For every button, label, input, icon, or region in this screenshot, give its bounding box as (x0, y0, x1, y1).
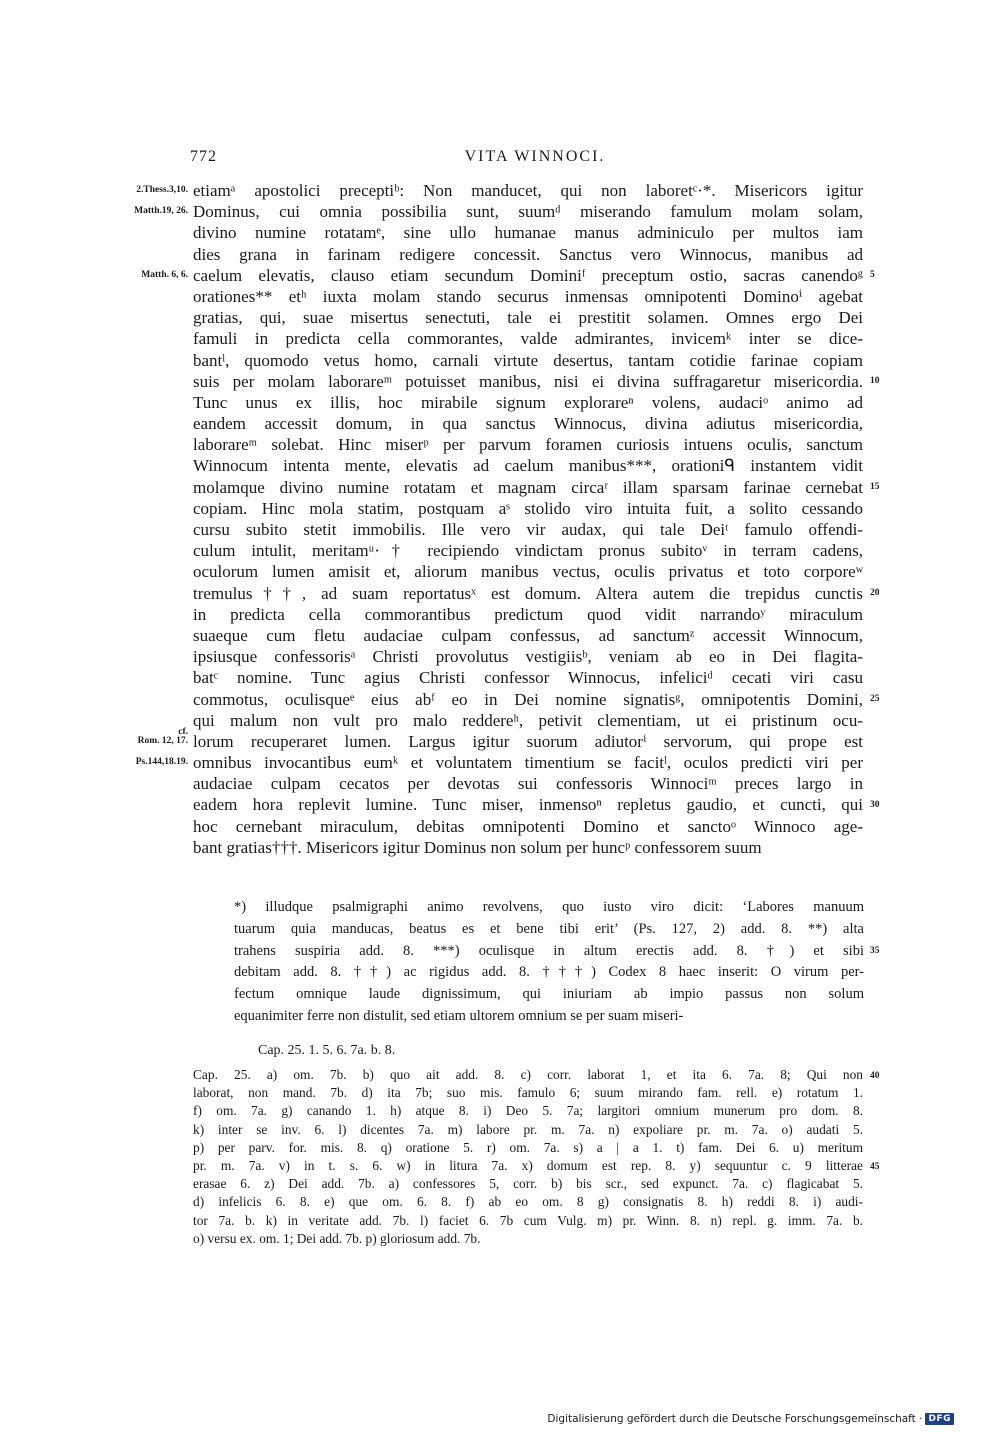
footnote-line: *) illudque psalmigraphi animo revolvens, quo iusto viro dicit: ‘Labores manuum (234, 899, 864, 915)
text-line: Winnocum intenta mente, elevatis ad caelum manibus***, orationiᑫ instantem vidit (193, 456, 863, 476)
text-line: qui malum non vult pro malo reddereʰ, petivit clementiam, ut ei pristinum ocu- (193, 710, 863, 730)
line-number: 15 (870, 481, 880, 492)
dfg-logo: DFG (925, 1413, 954, 1425)
margin-reference: Matth.19, 26. (134, 206, 188, 217)
text-line: ipsiusque confessorisᵃ Christi provolutus vestigiisᵇ, veniam ab eo in Dei flagita- (193, 647, 863, 667)
text-line: tremulus††, ad suam reportatusˣ est domum. Altera autem die trepidus cunctis (193, 583, 863, 603)
line-number: 10 (870, 375, 880, 386)
apparatus-line: f) om. 7a. g) canando 1. h) atque 8. i) Deo 5. 7a; largitori omnium munerum pro dom. 8. (193, 1103, 863, 1119)
text-line: laborareᵐ solebat. Hinc miserᵖ per parvum foramen curiosis intuens oculis, sanctum (193, 435, 863, 455)
apparatus-line: o) versu ex. om. 1; Dei add. 7b. p) gloriosum add. 7b. (193, 1230, 481, 1246)
text-line: copiam. Hinc mola statim, postquam aˢ stolido viro intuita fuit, a solito cessando (193, 498, 863, 518)
margin-reference: 2.Thess.3,10. (136, 185, 188, 195)
text-line: omnibus invocantibus eumᵏ et voluntatem timentium se facitˡ, oculos predicti viri per (193, 753, 863, 773)
apparatus-line: pr. m. 7a. v) in t. s. 6. w) in litura 7a. x) domum est rep. 8. y) sequuntur c. 9 litterae (193, 1157, 863, 1173)
apparatus-line: laborat, non mand. 7b. d) ita 7b; suo mis. famulo 6; suum mirando fam. rell. e) rotatum 1. (193, 1085, 863, 1101)
text-line: commotus, oculisqueᵉ eius abᶠ eo in Dei nomine signatisᵍ, omnipotentis Domini, (193, 689, 863, 709)
apparatus-line: tor 7a. b. k) in veritate add. 7b. l) faciet 6. 7b cum Vulg. m) pr. Winn. 8. n) repl. g. imm. 7a. b. (193, 1212, 863, 1228)
text-line: in predicta cella commorantibus predictum quod vidit narrandoʸ miraculum (193, 604, 863, 624)
text-line: famuli in predicta cella commorantes, valde admirantes, invicemᵏ inter se dice- (193, 329, 863, 349)
text-line: bant gratias†††. Misericors igitur Dominus non solum per huncᵖ confessorem suum (193, 837, 762, 857)
line-number: 45 (870, 1162, 880, 1172)
text-line: divino numine rotatamᵉ, sine ullo humanae manus adminiculo per multos iam (193, 223, 863, 243)
manuscript-sigla: Cap. 25. 1. 5. 6. 7a. b. 8. (258, 1043, 396, 1058)
text-line: batᶜ nomine. Tunc agius Christi confessor Winnocus, infeliciᵈ cecati viri casu (193, 668, 863, 688)
text-line: eandem accessit domum, in qua sanctus Winnocus, divina adiutus misericordia, (193, 414, 863, 434)
footnotes (234, 897, 864, 1028)
line-number: 30 (870, 799, 880, 810)
digitization-credit (547, 1413, 954, 1425)
text-line: molamque divino numine rotatam et magnam circaʳ illam sparsam farinae cernebat (193, 477, 863, 497)
line-number: 20 (870, 587, 880, 598)
text-line: Dominus, cui omnia possibilia sunt, suumᵈ miserando famulum molam solam, (193, 202, 863, 222)
margin-reference: Matth. 6, 6. (141, 269, 188, 280)
apparatus-line: p) per parv. for. mis. 8. q) oratione 5. r) om. 7a. s) a | a 1. t) fam. Dei 6. u) meritum (193, 1139, 863, 1155)
page-number: 772 (190, 148, 217, 165)
margin-reference: Ps.144,18.19. (135, 757, 188, 768)
text-line: eadem hora replevit lumine. Tunc miser, inmensoⁿ repletus gaudio, et cuncti, qui (193, 795, 863, 815)
footnote-line: fectum omnique laude dignissimum, qui iniuriam ab impio passus non solum (234, 986, 864, 1003)
footnote-line: debitam add. 8. ††) ac rigidus add. 8. †††) Codex 8 haec inserit: O virum per- (234, 964, 864, 981)
text-line: dies grana in farinam redigere concessit. Sanctus vero Winnocus, manibus ad (193, 244, 863, 264)
margin-reference: cf. (178, 726, 188, 737)
text-line: orationes** etʰ iuxta molam stando securus inmensas omnipotenti Dominoⁱ agebat (193, 286, 863, 306)
text-line: cursu subito stetit immobilis. Ille vero vir audax, qui tale Deiᵗ famulo offendi- (193, 520, 863, 539)
footnote-line: tuarum quia manducas, beatus es et bene tibi erit’ (Ps. 127, 2) add. 8. **) alta (234, 920, 864, 937)
apparatus-line: k) inter se inv. 6. l) dicentes 7a. m) labore pr. m. 7a. n) expoliare pr. m. 7a. o) audati 5. (193, 1121, 863, 1137)
text-line: suis per molam laborareᵐ potuisset manibus, nisi ei divina suffragaretur misericordia. (193, 371, 863, 391)
text-line: caelum elevatis, clauso etiam secundum Dominiᶠ preceptum ostio, sacras canendoᵍ (193, 265, 863, 285)
footnote-line: trahens suspiria add. 8. ***) oculisque in altum erectis add. 8. †) et sibi (234, 942, 864, 959)
text-line: suaeque cum fletu audaciae culpam confessus, ad sanctumᶻ accessit Winnocum, (193, 625, 863, 645)
text-line: oculorum lumen amisit et, aliorum manibus vectus, oculis privatus et toto corporeʷ (193, 562, 863, 582)
text-line: gratias, qui, suae misertus senectuti, tale ei prestitit solamen. Omnes ergo Dei (193, 308, 863, 328)
text-line: audaciae culpam cecatos per devotas sui confessoris Winnociᵐ preces largo in (193, 774, 863, 794)
text-line: bantˡ, quomodo vetus homo, carnali virtute desertus, tantam cotidie farinae copiam (193, 350, 863, 370)
text-line: Tunc unus ex illis, hoc mirabile signum explorareⁿ volens, audaciᵒ animo ad (193, 392, 863, 412)
margin-reference: Rom. 12, 17. (137, 736, 188, 747)
footnote-line: equanimiter ferre non distulit, sed etiam ultorem omnium se per suam miseri- (234, 1007, 684, 1024)
critical-apparatus (193, 1066, 863, 1248)
credit-text: Digitalisierung gefördert durch die Deutsche Forschungsgemeinschaft · (547, 1413, 923, 1425)
line-number: 40 (870, 1071, 880, 1081)
apparatus-line: Cap. 25. a) om. 7b. b) quo ait add. 8. c) corr. laborat 1, et ita 6. 7a. 8; Qui non (193, 1067, 863, 1082)
text-line: etiamᵃ apostolici preceptiᵇ: Non manducet, qui non laboretᶜ·*. Misericors igitur (193, 181, 863, 200)
apparatus-line: erasae 6. z) Dei add. 7b. a) confessores 5, corr. b) bis scr., sed expunct. 7a. c) flagicabat 5. (193, 1176, 863, 1192)
line-number: 35 (870, 945, 880, 956)
text-line: hoc cernebant miraculum, debitas omnipotenti Domino et sanctoᵒ Winnoco age- (193, 816, 863, 836)
main-text (193, 180, 863, 858)
running-title: VITA WINNOCI. (464, 148, 606, 165)
page-header (190, 148, 880, 172)
line-number: 5 (870, 269, 875, 280)
text-line: lorum recuperaret lumen. Largus igitur suorum adiutorⁱ servorum, qui prope est (193, 731, 863, 751)
text-line: culum intulit, meritamᵘ·† recipiendo vindictam pronus subitoᵛ in terram cadens, (193, 541, 863, 561)
apparatus-line: d) infelicis 6. 8. e) que om. 6. 8. f) ab eo om. 8 g) consignatis 8. h) reddi 8. i) audi- (193, 1194, 863, 1210)
line-number: 25 (870, 693, 880, 704)
